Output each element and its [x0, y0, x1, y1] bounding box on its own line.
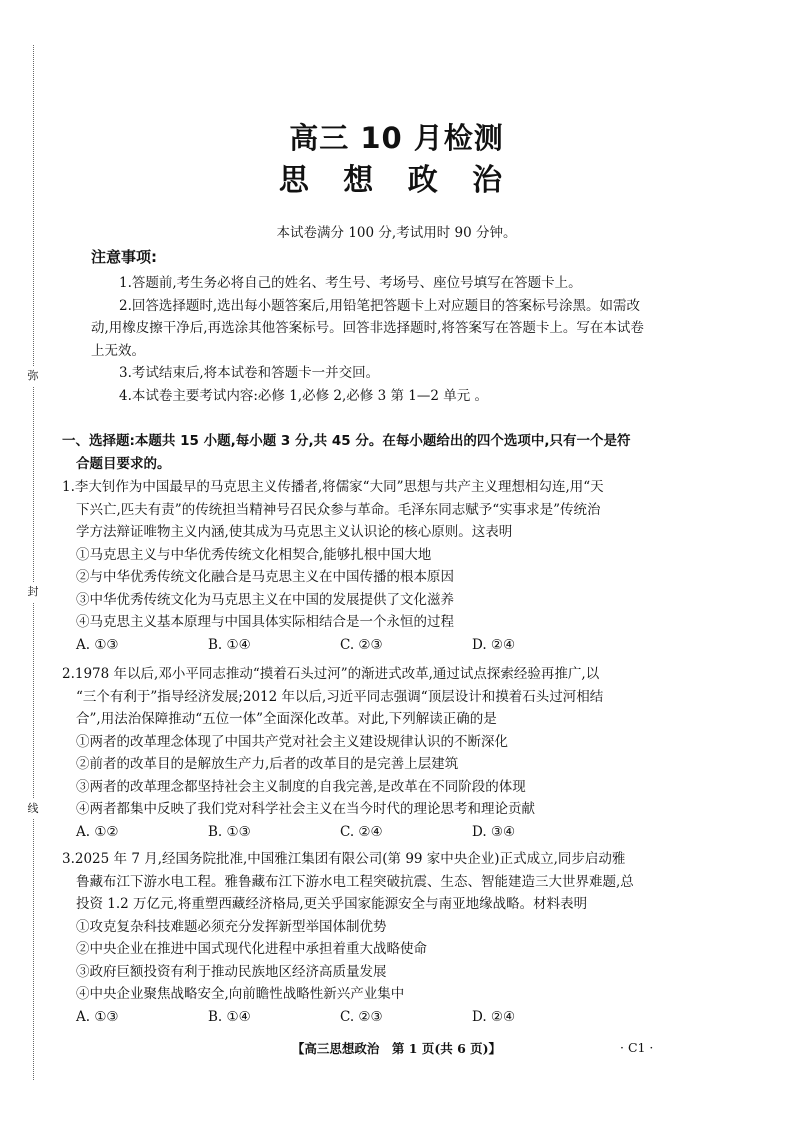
choice-d: D. ②④ [472, 1008, 516, 1025]
binding-char-feng: 封 [23, 582, 43, 602]
question-2 [62, 663, 702, 843]
choice-d: D. ②④ [472, 636, 516, 653]
statement-option: ①攻克复杂科技难题必须充分发挥新型举国体制优势 [76, 918, 387, 935]
question-stem [62, 848, 702, 916]
statement-option: ①马克思主义与中华优秀传统文化相契合,能够扎根中国大地 [76, 546, 432, 563]
section-heading [62, 430, 702, 475]
statement-option: ①两者的改革理念体现了中国共产党对社会主义建设规律认识的不断深化 [76, 733, 508, 750]
notice-item: 3.考试结束后,将本试卷和答题卡一并交回。 [119, 365, 380, 381]
notice-item: 2.回答选择题时,选出每小题答案后,用铅笔把答题卡上对应题目的答案标号涂黑。如需改动,用橡皮擦干净后,再选涂其他答案标号。回答非选择题时,将答案写在答题卡上。写在本试卷上无效。 [91, 297, 644, 359]
answer-choices [62, 1006, 702, 1029]
notice-item: 4.本试卷主要考试内容:必修 1,必修 2,必修 3 第 1—2 单元 。 [119, 387, 488, 404]
statement-option: ②与中华优秀传统文化融合是马克思主义在中国传播的根本原因 [76, 569, 454, 585]
notice-heading: 注意事项: [91, 248, 157, 266]
page-footer: 【高三思想政治 第 1 页(共 6 页)】 [291, 1041, 502, 1056]
section-heading-line: 一、选择题:本题共 15 小题,每小题 3 分,共 45 分。在每小题给出的四个选项中,只有一个是符 [62, 433, 631, 449]
choice-b: B. ①③ [208, 823, 251, 840]
choice-b: B. ①④ [208, 1008, 251, 1025]
question-stem-line: “三个有利于”指导经济发展;2012 年以后,习近平同志强调“顶层设计和摸着石头过河相结 [76, 688, 604, 705]
question-1 [62, 476, 702, 656]
question-stem-line: 下兴亡,匹夫有责”的传统担当精神号召民众参与革命。毛泽东同志赋予“实事求是”传统治 [76, 501, 601, 518]
question-stem-line: 1.李大钊作为中国最早的马克思主义传播者,将儒家“大同”思想与共产主义理想相勾连,用“天 [62, 479, 604, 495]
statement-option: ④马克思主义基本原理与中国具体实际相结合是一个永恒的过程 [76, 614, 454, 630]
question-stem-line: 鲁藏布江下游水电工程。雅鲁藏布江下游水电工程突破抗震、生态、智能建造三大世界难题,总 [76, 873, 634, 890]
exam-title: 高三 10 月检测 [289, 121, 504, 155]
choice-a: A. ①② [76, 823, 119, 840]
paper-code: · C1 · [620, 1040, 654, 1055]
notice-item: 1.答题前,考生务必将自己的姓名、考生号、考场号、座位号填写在答题卡上。 [119, 275, 582, 291]
choice-a: A. ①③ [76, 1008, 119, 1025]
statement-option: ②中央企业在推进中国式现代化进程中承担着重大战略使命 [76, 941, 427, 957]
question-stem-line: 3.2025 年 7 月,经国务院批准,中国雅江集团有限公司(第 99 家中央企业)正式成立,同步启动雅 [62, 851, 626, 867]
question-stem-line: 学方法辩证唯物主义内涵,使其成为马克思主义认识论的核心原则。这表明 [76, 524, 513, 540]
choice-d: D. ③④ [472, 823, 516, 840]
notice-list [91, 272, 651, 407]
choice-b: B. ①④ [208, 636, 251, 653]
binding-char-mi: 弥 [23, 366, 43, 386]
choice-c: C. ②③ [340, 636, 383, 653]
question-stem-line: 2.1978 年以后,邓小平同志推动“摸着石头过河”的渐进式改革,通过试点探索经验再推广,以 [62, 666, 600, 682]
question-stem [62, 476, 702, 544]
binding-char-xian: 线 [23, 799, 43, 819]
statement-option: ④中央企业聚焦战略安全,向前瞻性战略性新兴产业集中 [76, 986, 405, 1002]
choice-c: C. ②③ [340, 1008, 383, 1025]
section-heading-line: 合题目要求的。 [76, 455, 171, 472]
subject-title: 思 想 政 治 [278, 163, 515, 198]
answer-choices [62, 634, 702, 657]
statement-option: ③两者的改革理念都坚持社会主义制度的自我完善,是改革在不同阶段的体现 [76, 778, 526, 795]
statement-option: ②前者的改革目的是解放生产力,后者的改革目的是完善上层建筑 [76, 756, 459, 772]
answer-choices [62, 821, 702, 844]
choice-a: A. ①③ [76, 636, 119, 653]
statement-option: ③中华优秀传统文化为马克思主义在中国的发展提供了文化滋养 [76, 591, 454, 608]
choice-c: C. ②④ [340, 823, 383, 840]
question-stem [62, 663, 702, 731]
question-stem-line: 投资 1.2 万亿元,将重塑西藏经济格局,更关乎国家能源安全与南亚地缘战略。材料表明 [76, 896, 588, 912]
binding-line [33, 45, 34, 1080]
question-stem-line: 合”,用法治保障推动“五位一体”全面深化改革。对此,下列解读正确的是 [76, 711, 497, 727]
exam-info: 本试卷满分 100 分,考试用时 90 分钟。 [276, 225, 517, 241]
statement-option: ④两者都集中反映了我们党对科学社会主义在当今时代的理论思考和理论贡献 [76, 801, 535, 817]
statement-option: ③政府巨额投资有利于推动民族地区经济高质量发展 [76, 963, 387, 980]
question-3 [62, 848, 702, 1028]
